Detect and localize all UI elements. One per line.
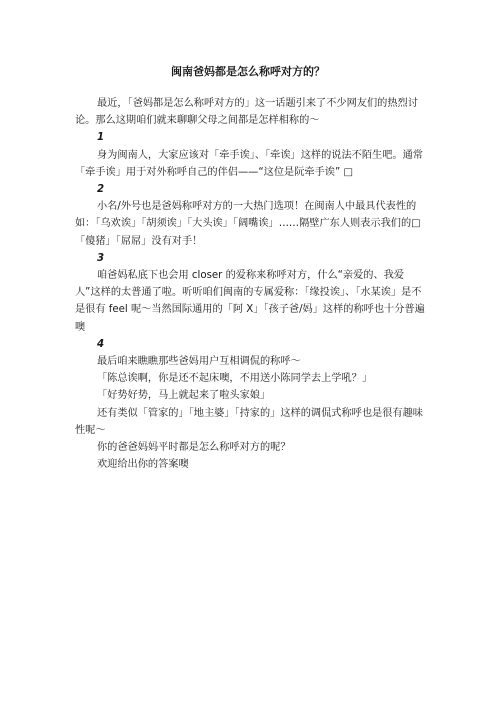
section-number-4: 4 (97, 338, 105, 350)
section-number-2: 2 (97, 184, 105, 196)
dialogue-line-2: 「好势好势，马上就起来了啦头家娘」 (97, 390, 271, 402)
section-4-intro: 最后咱来瞧瞧那些爸妈用户互相调侃的称呼～ (97, 356, 301, 368)
section-number-1: 1 (97, 132, 105, 144)
document-title: 闽南爸妈都是怎么称呼对方的？ (171, 65, 325, 78)
intro-paragraph: 最近，「爸妈都是怎么称呼对方的」这一话题引来了不少网友们的热烈讨论。那么这期咱们就来聊聊父母之间都是怎样相称的～ (75, 98, 418, 127)
section-number-3: 3 (97, 252, 105, 264)
dialogue-line-1: 「陈总诶啊，你是还不起床噢，不用送小陈同学去上学吼？」 (97, 373, 373, 385)
closing-question: 你的爸爸妈妈平时都是怎么称呼对方的呢？ (97, 442, 291, 454)
section-3-paragraph: 咱爸妈私底下也会用 closer 的爱称来称呼对方，什么“亲爱的、我爱人”这样的太普通了啦。听听咱们闽南的专属爱称：「缘投诶」、「水某诶」是不是很有 feel 呢～当然国际通用的「阿 X」「孩子爸/妈」这样的称呼也十分普遍噢 (75, 270, 425, 333)
closing-invite: 欢迎给出你的答案噢 (97, 459, 189, 471)
section-1-paragraph: 身为闽南人，大家应该对「牵手诶」、「牵诶」这样的说法不陌生吧。通常「牵手诶」用于对外称呼自己的伴侣——“这位是阮牵手诶” □ (75, 149, 423, 178)
section-4-paragraph: 还有类似「管家的」「地主婆」「持家的」这样的调侃式称呼也是很有趣味性呢～ (75, 407, 423, 436)
document-body (75, 95, 427, 473)
section-2-paragraph: 小名/外号也是爸妈称呼对方的一大热门选项！在闽南人中最具代表性的如：「乌欢诶」「胡须诶」「大头诶」「阔嘴诶」……隔壁广东人则表示我们的□「傻猪」「屌屌」没有对手！ (75, 201, 421, 247)
